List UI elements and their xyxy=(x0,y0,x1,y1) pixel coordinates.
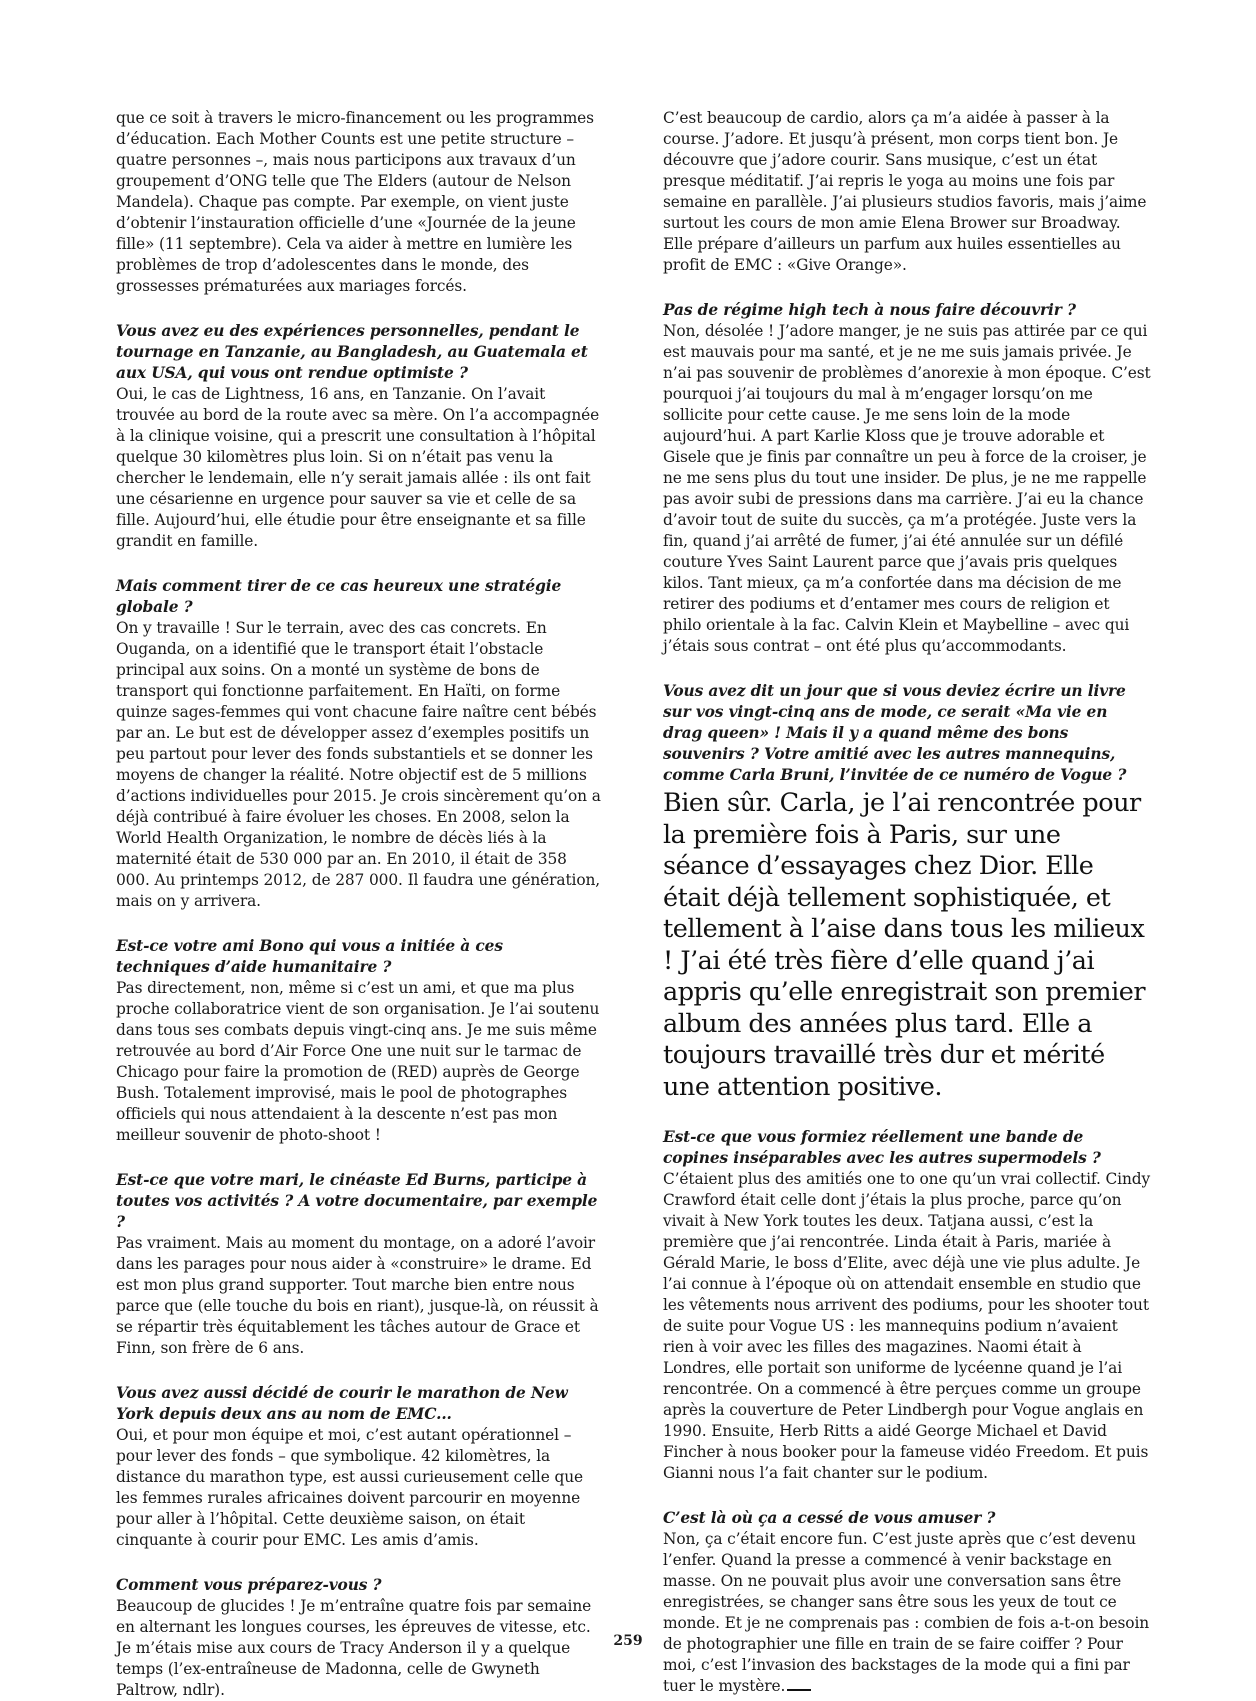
interview-question: C’est là où ça a cessé de vous amuser ? xyxy=(663,1509,996,1527)
answer-paragraph xyxy=(663,1529,1151,1697)
interview-question: Pas de régime high tech à nous faire découvrir ? xyxy=(663,301,1076,319)
answer-paragraph: Oui, et pour mon équipe et moi, c’est autant opérationnel – pour lever des fonds – que symbolique. 42 kilomètres, la distance du marathon type, est aussi curieusement celle que les femmes rurales africaines doivent parcourir en moyenne pour aller à l’hôpital. Cette deuxième saison, on était cinquante à courir pour EMC. Les amis d’amis. xyxy=(116,1426,583,1549)
answer-paragraph: Oui, le cas de Lightness, 16 ans, en Tanzanie. On l’avait trouvée au bord de la route avec sa mère. On l’a accompagnée à la clinique voisine, qui a prescrit une consultation à l’hôpital quelque 30 kilomètres plus loin. Si on n’était pas venu la chercher le lendemain, elle n’y serait jamais allée : ils ont fait une césarienne en urgence pour sauver sa vie et celle de sa fille. Aujourd’hui, elle étudie pour être enseignante et sa fille grandit en famille. xyxy=(116,385,600,550)
answer-paragraph: Pas directement, non, même si c’est un ami, et que ma plus proche collaboratrice vient de son organisation. Je l’ai soutenu dans tous ses combats depuis vingt-cinq ans. Je me suis même retrouvée au bord d’Air Force One une nuit sur le tarmac de Chicago pour faire la promotion de (RED) auprès de George Bush. Totalement improvisé, mais le pool de photographes officiels qui nous attendaient à la descente n’est pas mon meilleur souvenir de photo-shoot ! xyxy=(116,979,600,1144)
right-column xyxy=(663,108,1151,1697)
interview-question: Vous avez aussi décidé de courir le marathon de New York depuis deux ans au nom de EMC... xyxy=(116,1384,568,1423)
interview-question: Est-ce que vous formiez réellement une bande de copines inséparables avec les autres supermodels ? xyxy=(663,1128,1101,1167)
interview-question: Mais comment tirer de ce cas heureux une stratégie globale ? xyxy=(116,577,562,616)
answer-paragraph: que ce soit à travers le micro-financement ou les programmes d’éducation. Each Mother Counts est une petite structure – quatre personnes –, mais nous participons aux travaux d’un groupement d’ONG telle que The Elders (autour de Nelson Mandela). Chaque pas compte. Par exemple, on vient juste d’obtenir l’instauration officielle d’une «Journée de la jeune fille» (11 septembre). Cela va aider à mettre en lumière les problèmes de trop d’adolescentes dans le monde, des grossesses prématurées aux mariages forcés. xyxy=(116,109,594,295)
final-answer-text: Non, ça c’était encore fun. C’est juste après que c’est devenu l’enfer. Quand la presse a commencé à venir backstage en masse. On ne pouvait plus avoir une conversation sans être enregistrées, se changer sans être sous les yeux de tout ce monde. Et je ne comprenais pas : combien de fois a-t-on besoin de photographier une fille en train de se faire coiffer ? Pour moi, c’est l’invasion des backstages de la mode qui a fini par tuer le mystère. xyxy=(663,1530,1150,1695)
answer-paragraph: C’étaient plus des amitiés one to one qu’un vrai collectif. Cindy Crawford était celle dont j’étais la plus proche, parce qu’on vivait à New York toutes les deux. Tatjana aussi, c’est la première que j’ai rencontrée. Linda était à Paris, mariée à Gérald Marie, le boss d’Elite, avec déjà une vie plus adulte. Je l’ai connue à l’époque où on attendait ensemble en studio que les vêtements nous arrivent des podiums, pour les shooter tout de suite pour Vogue US : les mannequins podium n’avaient rien à voir avec les filles des magazines. Naomi était à Londres, elle portait son uniforme de lycéenne quand je l’ai rencontrée. On a commencé à être perçues comme un groupe après la couverture de Peter Lindbergh pour Vogue anglais en 1990. Ensuite, Herb Ritts a aidé George Michael et David Fincher à nous booker pour la fameuse vidéo Freedom. Et puis Gianni nous l’a fait chanter sur le podium. xyxy=(663,1170,1151,1482)
interview-question: Vous avez eu des expériences personnelles, pendant le tournage en Tanzanie, au Bangladesh, au Guatemala et aux USA, qui vous ont rendue optimiste ? xyxy=(116,322,588,382)
answer-paragraph: Beaucoup de glucides ! Je m’entraîne quatre fois par semaine en alternant les longues courses, les épreuves de vitesse, etc. Je m’étais mise aux cours de Tracy Anderson il y a quelque temps (l’ex-entraîneuse de Madonna, celle de Gwyneth Paltrow, ndlr). xyxy=(116,1597,592,1699)
interview-question: Est-ce que votre mari, le cinéaste Ed Burns, participe à toutes vos activités ? A votre documentaire, par exemple ? xyxy=(116,1171,598,1231)
left-column xyxy=(116,108,601,1701)
pull-quote-answer: Bien sûr. Carla, je l’ai rencontrée pour la première fois à Paris, sur une séance d’essayages chez Dior. Elle était déjà tellement sophistiquée, et tellement à l’aise dans tous les milieux ! J’ai été très fière d’elle quand j’ai appris qu’elle enregistrait son premier album des années plus tard. Elle a toujours travaillé très dur et mérité une attention positive. xyxy=(663,788,1146,1102)
answer-paragraph: Pas vraiment. Mais au moment du montage, on a adoré l’avoir dans les parages pour nous aider à «construire» le drame. Ed est mon plus grand supporter. Tout marche bien entre nous parce que (elle touche du bois en riant), jusque-là, on réussit à se répartir très équitablement les tâches autour de Grace et Finn, son frère de 6 ans. xyxy=(116,1234,599,1357)
interview-question: Vous avez dit un jour que si vous deviez écrire un livre sur vos vingt-cinq ans de mode, ce serait «Ma vie en drag queen» ! Mais il y a quand même des bons souvenirs ? Votre amitié avec les autres mannequins, comme Carla Bruni, l’invitée de ce numéro de Vogue ? xyxy=(663,682,1127,784)
answer-paragraph: Non, désolée ! J’adore manger, je ne suis pas attirée par ce qui est mauvais pour ma santé, et je ne me suis jamais privée. Je n’ai pas souvenir de problèmes d’anorexie à mon époque. C’est pourquoi j’ai toujours du mal à m’engager lorsqu’on me sollicite pour cette cause. Je me sens loin de la mode aujourd’hui. A part Karlie Kloss que je trouve adorable et Gisele que je finis par connaître un peu à force de la croiser, je ne me sens plus du tout une insider. De plus, je ne me rappelle pas avoir subi de pressions dans ma carrière. J’ai eu la chance d’avoir tout de suite du succès, ça m’a protégée. Juste vers la fin, quand j’ai arrêté de fumer, j’ai été annulée sur un défilé couture Yves Saint Laurent parce que j’avais pris quelques kilos. Tant mieux, ça m’a confortée dans ma décision de me retirer des podiums et d’entamer mes cours de religion et philo orientale à la fac. Calvin Klein et Maybelline – avec qui j’étais sous contrat – ont été plus qu’accommodants. xyxy=(663,322,1151,655)
end-of-article-mark xyxy=(787,1679,811,1691)
interview-question: Comment vous préparez-vous ? xyxy=(116,1576,382,1594)
answer-paragraph: On y travaille ! Sur le terrain, avec des cas concrets. En Ouganda, on a identifié que le transport était l’obstacle principal aux soins. On a monté un système de bons de transport qui fonctionne parfaitement. En Haïti, on forme quinze sages-femmes qui vont chacune faire naître cent bébés par an. Le but est de développer assez d’exemples positifs un peu partout pour lever des fonds substantiels et se donner les moyens de changer la réalité. Notre objectif est de 5 millions d’actions individuelles pour 2015. Je crois sincèrement qu’on a déjà contribué à faire évoluer les choses. En 2008, selon la World Health Organization, le nombre de décès liés à la maternité était de 530 000 par an. En 2010, il était de 358 000. Au printemps 2012, de 287 000. Il faudra une génération, mais on y arrivera. xyxy=(116,619,601,910)
page-number: 259 xyxy=(613,1633,643,1649)
interview-question: Est-ce votre ami Bono qui vous a initiée à ces techniques d’aide humanitaire ? xyxy=(116,937,503,976)
answer-paragraph: C’est beaucoup de cardio, alors ça m’a aidée à passer à la course. J’adore. Et jusqu’à présent, mon corps tient bon. Je découvre que j’adore courir. Sans musique, c’est un état presque méditatif. J’ai repris le yoga au moins une fois par semaine en parallèle. J’ai plusieurs studios favoris, mais j’aime surtout les cours de mon amie Elena Brower sur Broadway. Elle prépare d’ailleurs un parfum aux huiles essentielles au profit de EMC : «Give Orange». xyxy=(663,109,1147,274)
